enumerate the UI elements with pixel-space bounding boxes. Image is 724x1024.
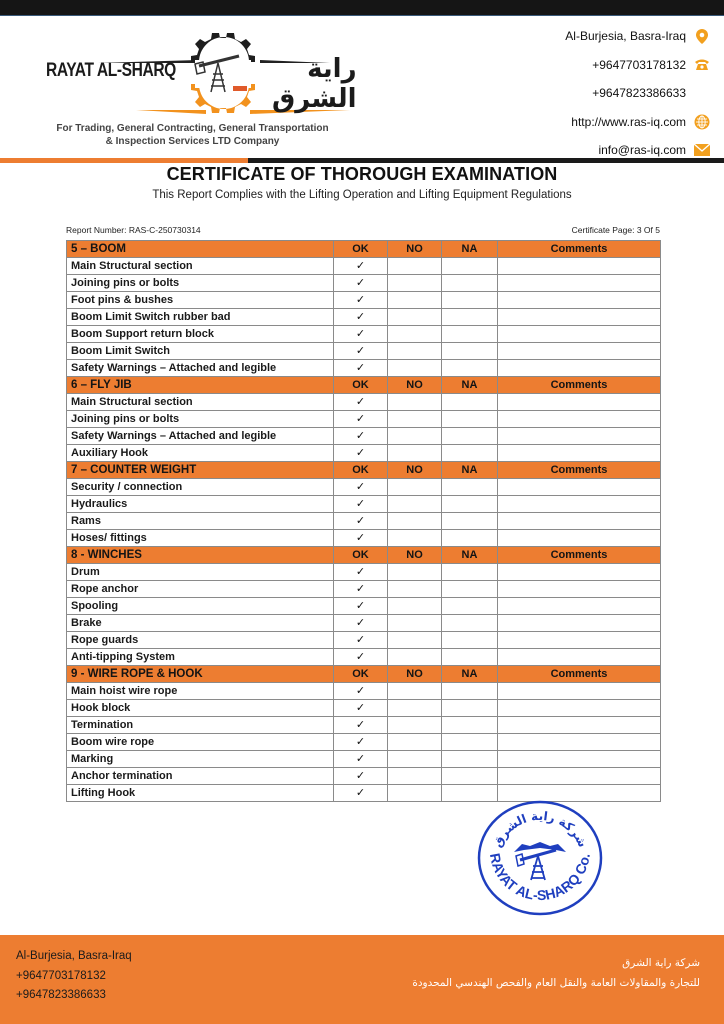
table-row — [67, 734, 661, 751]
comments-cell[interactable] — [498, 751, 661, 768]
contact-info — [470, 22, 710, 165]
no-cell[interactable] — [388, 649, 442, 666]
no-cell[interactable] — [388, 360, 442, 377]
stamp-english-text: RAYAT AL-SHARQ Co. — [486, 851, 593, 904]
no-cell[interactable] — [388, 615, 442, 632]
contact-phone-1 — [470, 51, 710, 80]
contact-phone-2 — [470, 79, 710, 108]
company-logo — [40, 20, 357, 120]
na-cell[interactable] — [442, 496, 498, 513]
ok-cell[interactable]: ✓ — [334, 615, 388, 632]
phone-text[interactable]: +9647823386633 — [592, 86, 686, 101]
footer-desc-ar: للتجارة والمقاولات العامة والنقل العام والفحص الهندسي المحدودة — [412, 977, 700, 989]
table-row — [67, 326, 661, 343]
company-tagline — [0, 122, 385, 148]
location-pin-icon — [694, 28, 710, 44]
table-row — [67, 564, 661, 581]
na-cell[interactable] — [442, 615, 498, 632]
ok-cell[interactable]: ✓ — [334, 649, 388, 666]
comments-cell[interactable] — [498, 275, 661, 292]
no-cell[interactable] — [388, 564, 442, 581]
column-ok-header: OK — [334, 666, 388, 683]
na-cell[interactable] — [442, 292, 498, 309]
comments-cell[interactable] — [498, 649, 661, 666]
ok-cell[interactable]: ✓ — [334, 717, 388, 734]
no-cell[interactable] — [388, 496, 442, 513]
item-label: Main hoist wire rope — [67, 683, 334, 700]
comments-cell[interactable] — [498, 615, 661, 632]
footer-address: Al-Burjesia, Basra-Iraq — [16, 950, 132, 962]
item-label: Rope guards — [67, 632, 334, 649]
globe-icon — [694, 114, 710, 130]
comments-cell[interactable] — [498, 564, 661, 581]
comments-cell[interactable] — [498, 343, 661, 360]
item-label: Security / connection — [67, 479, 334, 496]
item-label: Hydraulics — [67, 496, 334, 513]
certificate-page: Certificate Page: 3 Of 5 — [571, 225, 660, 235]
item-label: Main Structural section — [67, 394, 334, 411]
table-row — [67, 785, 661, 802]
na-cell[interactable] — [442, 258, 498, 275]
ok-cell[interactable]: ✓ — [334, 530, 388, 547]
item-label: Spooling — [67, 598, 334, 615]
table-row — [67, 428, 661, 445]
comments-cell[interactable] — [498, 411, 661, 428]
ok-cell[interactable]: ✓ — [334, 428, 388, 445]
ok-cell[interactable]: ✓ — [334, 564, 388, 581]
na-cell[interactable] — [442, 581, 498, 598]
phone-text[interactable]: +9647703178132 — [592, 57, 686, 72]
column-comments-header: Comments — [498, 666, 661, 683]
item-label: Anchor termination — [67, 768, 334, 785]
table-row — [67, 598, 661, 615]
table-row — [67, 479, 661, 496]
table-row — [67, 411, 661, 428]
na-cell[interactable] — [442, 700, 498, 717]
item-label: Safety Warnings – Attached and legible — [67, 428, 334, 445]
column-comments-header: Comments — [498, 462, 661, 479]
ok-cell[interactable]: ✓ — [334, 751, 388, 768]
no-cell[interactable] — [388, 734, 442, 751]
email-link[interactable]: info@ras-iq.com — [598, 143, 686, 158]
no-cell[interactable] — [388, 258, 442, 275]
na-cell[interactable] — [442, 632, 498, 649]
comments-cell[interactable] — [498, 598, 661, 615]
section-title: 9 - WIRE ROPE & HOOK — [67, 666, 334, 683]
item-label: Rams — [67, 513, 334, 530]
na-cell[interactable] — [442, 513, 498, 530]
ok-cell[interactable]: ✓ — [334, 292, 388, 309]
no-cell[interactable] — [388, 700, 442, 717]
item-label: Boom Limit Switch — [67, 343, 334, 360]
na-cell[interactable] — [442, 360, 498, 377]
no-cell[interactable] — [388, 683, 442, 700]
table-row — [67, 292, 661, 309]
address-text: Al-Burjesia, Basra-Iraq — [565, 29, 686, 44]
table-row — [67, 751, 661, 768]
table-row — [67, 394, 661, 411]
table-row — [67, 768, 661, 785]
ok-cell[interactable]: ✓ — [334, 309, 388, 326]
no-cell[interactable] — [388, 513, 442, 530]
table-row — [67, 445, 661, 462]
ok-cell[interactable]: ✓ — [334, 394, 388, 411]
column-na-header: NA — [442, 547, 498, 564]
table-row — [67, 700, 661, 717]
no-cell[interactable] — [388, 751, 442, 768]
item-label: Marking — [67, 751, 334, 768]
comments-cell[interactable] — [498, 309, 661, 326]
comments-cell[interactable] — [498, 292, 661, 309]
footer-phone-1[interactable]: +9647703178132 — [16, 969, 106, 982]
column-comments-header: Comments — [498, 547, 661, 564]
comments-cell[interactable] — [498, 717, 661, 734]
ok-cell[interactable]: ✓ — [334, 479, 388, 496]
comments-cell[interactable] — [498, 768, 661, 785]
column-no-header: NO — [388, 666, 442, 683]
no-cell[interactable] — [388, 394, 442, 411]
column-na-header: NA — [442, 666, 498, 683]
ok-cell[interactable]: ✓ — [334, 785, 388, 802]
no-cell[interactable] — [388, 411, 442, 428]
na-cell[interactable] — [442, 343, 498, 360]
header-divider — [0, 158, 724, 163]
no-cell[interactable] — [388, 785, 442, 802]
ok-cell[interactable]: ✓ — [334, 258, 388, 275]
table-row — [67, 530, 661, 547]
item-label: Anti-tipping System — [67, 649, 334, 666]
table-row — [67, 581, 661, 598]
ok-cell[interactable]: ✓ — [334, 445, 388, 462]
no-cell[interactable] — [388, 343, 442, 360]
column-no-header: NO — [388, 462, 442, 479]
na-cell[interactable] — [442, 445, 498, 462]
no-cell[interactable] — [388, 479, 442, 496]
ok-cell[interactable]: ✓ — [334, 326, 388, 343]
table-row — [67, 683, 661, 700]
top-bar — [0, 0, 724, 16]
column-ok-header: OK — [334, 377, 388, 394]
ok-cell[interactable]: ✓ — [334, 700, 388, 717]
section-header-row — [67, 241, 661, 258]
footer — [0, 935, 724, 1024]
na-cell[interactable] — [442, 411, 498, 428]
column-ok-header: OK — [334, 462, 388, 479]
item-label: Lifting Hook — [67, 785, 334, 802]
ok-cell[interactable]: ✓ — [334, 734, 388, 751]
table-row — [67, 258, 661, 275]
document-title: CERTIFICATE OF THOROUGH EXAMINATION — [166, 164, 558, 184]
comments-cell[interactable] — [498, 632, 661, 649]
item-label: Auxiliary Hook — [67, 445, 334, 462]
item-label: Safety Warnings – Attached and legible — [67, 360, 334, 377]
footer-contact — [16, 947, 132, 1006]
column-ok-header: OK — [334, 241, 388, 258]
item-label: Rope anchor — [67, 581, 334, 598]
website-link[interactable]: http://www.ras-iq.com — [571, 114, 686, 129]
report-number: Report Number: RAS-C-250730314 — [66, 225, 201, 235]
company-name-ar: راية الشرق — [272, 54, 357, 114]
contact-address — [470, 22, 710, 51]
table-row — [67, 632, 661, 649]
na-cell[interactable] — [442, 564, 498, 581]
table-row — [67, 275, 661, 292]
no-cell[interactable] — [388, 275, 442, 292]
comments-cell[interactable] — [498, 734, 661, 751]
comments-cell[interactable] — [498, 496, 661, 513]
column-na-header: NA — [442, 241, 498, 258]
table-row — [67, 309, 661, 326]
ok-cell[interactable]: ✓ — [334, 360, 388, 377]
comments-cell[interactable] — [498, 683, 661, 700]
comments-cell[interactable] — [498, 479, 661, 496]
comments-cell[interactable] — [498, 530, 661, 547]
section-title: 7 – COUNTER WEIGHT — [67, 462, 334, 479]
contact-website — [470, 108, 710, 137]
ok-cell[interactable]: ✓ — [334, 275, 388, 292]
item-label: Termination — [67, 717, 334, 734]
phone-icon — [694, 57, 710, 73]
column-na-header: NA — [442, 462, 498, 479]
item-label: Boom Limit Switch rubber bad — [67, 309, 334, 326]
section-title: 6 – FLY JIB — [67, 377, 334, 394]
tagline-line-2: & Inspection Services LTD Company — [105, 136, 280, 147]
table-row — [67, 513, 661, 530]
na-cell[interactable] — [442, 394, 498, 411]
no-cell[interactable] — [388, 581, 442, 598]
ok-cell[interactable]: ✓ — [334, 632, 388, 649]
item-label: Main Structural section — [67, 258, 334, 275]
no-cell[interactable] — [388, 326, 442, 343]
na-cell[interactable] — [442, 428, 498, 445]
section-header-row — [67, 547, 661, 564]
table-row — [67, 717, 661, 734]
comments-cell[interactable] — [498, 394, 661, 411]
table-row — [67, 615, 661, 632]
comments-cell[interactable] — [498, 326, 661, 343]
footer-company-ar — [412, 953, 700, 993]
comments-cell[interactable] — [498, 785, 661, 802]
comments-cell[interactable] — [498, 513, 661, 530]
ok-cell[interactable]: ✓ — [334, 496, 388, 513]
column-no-header: NO — [388, 241, 442, 258]
comments-cell[interactable] — [498, 445, 661, 462]
item-label: Boom wire rope — [67, 734, 334, 751]
no-cell[interactable] — [388, 768, 442, 785]
na-cell[interactable] — [442, 479, 498, 496]
company-name-en: RAYAT AL-SHARQ — [46, 60, 176, 81]
na-cell[interactable] — [442, 649, 498, 666]
no-cell[interactable] — [388, 598, 442, 615]
section-title: 5 – BOOM — [67, 241, 334, 258]
ok-cell[interactable]: ✓ — [334, 598, 388, 615]
na-cell[interactable] — [442, 309, 498, 326]
comments-cell[interactable] — [498, 581, 661, 598]
na-cell[interactable] — [442, 275, 498, 292]
column-ok-header: OK — [334, 547, 388, 564]
section-header-row — [67, 462, 661, 479]
na-cell[interactable] — [442, 683, 498, 700]
item-label: Drum — [67, 564, 334, 581]
section-header-row — [67, 666, 661, 683]
comments-cell[interactable] — [498, 360, 661, 377]
item-label: Hook block — [67, 700, 334, 717]
na-cell[interactable] — [442, 717, 498, 734]
column-comments-header: Comments — [498, 377, 661, 394]
section-title: 8 - WINCHES — [67, 547, 334, 564]
company-stamp — [476, 800, 604, 916]
inspection-table — [66, 240, 661, 802]
no-cell[interactable] — [388, 309, 442, 326]
na-cell[interactable] — [442, 734, 498, 751]
item-label: Boom Support return block — [67, 326, 334, 343]
ok-cell[interactable]: ✓ — [334, 411, 388, 428]
footer-phone-2[interactable]: +9647823386633 — [16, 989, 106, 1001]
ok-cell[interactable]: ✓ — [334, 581, 388, 598]
na-cell[interactable] — [442, 751, 498, 768]
na-cell[interactable] — [442, 785, 498, 802]
ok-cell[interactable]: ✓ — [334, 513, 388, 530]
tagline-line-1: For Trading, General Contracting, General Transportation — [56, 123, 329, 134]
na-cell[interactable] — [442, 768, 498, 785]
no-cell[interactable] — [388, 530, 442, 547]
table-row — [67, 343, 661, 360]
ok-cell[interactable]: ✓ — [334, 343, 388, 360]
no-cell[interactable] — [388, 717, 442, 734]
comments-cell[interactable] — [498, 428, 661, 445]
item-label: Joining pins or bolts — [67, 411, 334, 428]
no-cell[interactable] — [388, 428, 442, 445]
item-label: Foot pins & bushes — [67, 292, 334, 309]
mail-icon — [694, 142, 710, 158]
na-cell[interactable] — [442, 326, 498, 343]
stamp-arabic-text: شركة راية الشرق — [490, 808, 590, 850]
comments-cell[interactable] — [498, 258, 661, 275]
report-meta — [66, 225, 660, 235]
no-cell[interactable] — [388, 445, 442, 462]
column-no-header: NO — [388, 547, 442, 564]
na-cell[interactable] — [442, 530, 498, 547]
ok-cell[interactable]: ✓ — [334, 683, 388, 700]
table-row — [67, 360, 661, 377]
item-label: Joining pins or bolts — [67, 275, 334, 292]
ok-cell[interactable]: ✓ — [334, 768, 388, 785]
no-cell[interactable] — [388, 632, 442, 649]
column-na-header: NA — [442, 377, 498, 394]
footer-name-ar: شركة راية الشرق — [622, 957, 700, 969]
item-label: Brake — [67, 615, 334, 632]
column-no-header: NO — [388, 377, 442, 394]
item-label: Hoses/ fittings — [67, 530, 334, 547]
document-subtitle: This Report Complies with the Lifting Operation and Lifting Equipment Regulations — [152, 189, 572, 201]
gear-pumpjack-icon — [185, 22, 263, 118]
comments-cell[interactable] — [498, 700, 661, 717]
section-header-row — [67, 377, 661, 394]
table-row — [67, 496, 661, 513]
no-cell[interactable] — [388, 292, 442, 309]
table-row — [67, 649, 661, 666]
na-cell[interactable] — [442, 598, 498, 615]
column-comments-header: Comments — [498, 241, 661, 258]
